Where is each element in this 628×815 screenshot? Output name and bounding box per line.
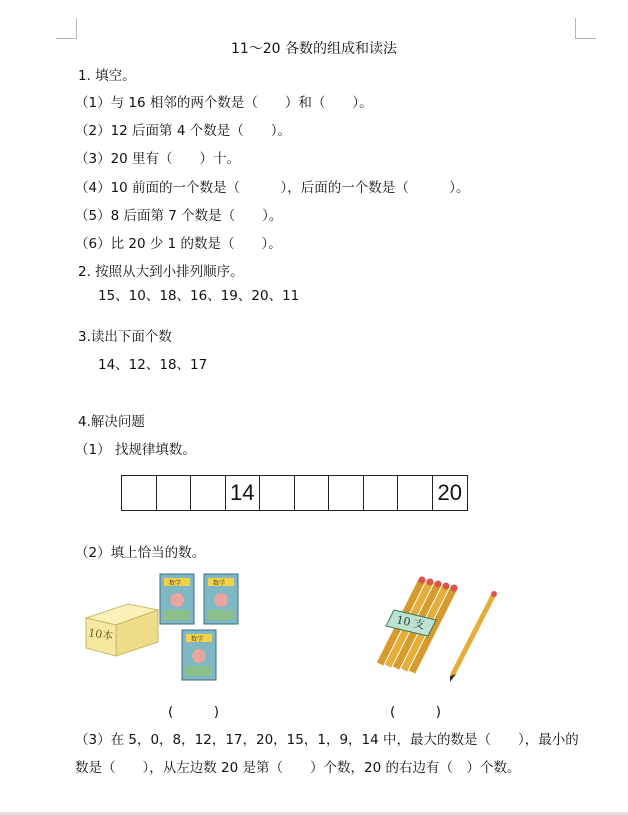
question-2: （2）填上恰当的数。 xyxy=(75,545,206,561)
section4-heading: 4.解决问题 xyxy=(78,414,145,430)
pencil-bundle-icon xyxy=(380,577,458,673)
answer-blank-pencils[interactable]: ( ) xyxy=(390,704,442,720)
question-3-line-2: 数是（ ），从左边数 20 是第（ ）个数，20 的右边有（ ）个数。 xyxy=(75,760,521,776)
pencil-icon xyxy=(450,591,497,682)
sequence-cell: 14 xyxy=(226,476,261,510)
order-numbers: 15、10、18、16、19、20、11 xyxy=(98,288,300,304)
fill-item-6: （6）比 20 少 1 的数是（ ）。 xyxy=(75,236,282,252)
answer-blank-books[interactable]: ( ) xyxy=(168,704,220,720)
sequence-cell[interactable] xyxy=(398,476,433,510)
section1-heading: 1. 填空。 xyxy=(78,68,136,84)
book-cover-label: 数学 xyxy=(191,636,204,643)
pencil-bundle-label: 10 支 xyxy=(395,613,426,632)
book-cover-label: 数学 xyxy=(169,580,182,587)
books-illustration xyxy=(80,570,250,685)
book-package-icon xyxy=(86,604,158,656)
fill-item-2: （2）12 后面第 4 个数是（ ）。 xyxy=(75,123,291,139)
sequence-cell[interactable] xyxy=(191,476,226,510)
fill-item-4: （4）10 前面的一个数是（ ），后面的一个数是（ ）。 xyxy=(75,180,470,196)
pencils-illustration xyxy=(370,572,510,682)
question-1: （1） 找规律填数。 xyxy=(75,442,196,458)
book-icon xyxy=(160,574,194,624)
sequence-cell[interactable] xyxy=(329,476,364,510)
question-3-line-1: （3）在 5，0，8，12，17，20，15，1，9，14 中，最大的数是（ ），最小的 xyxy=(75,732,579,748)
corner-mark-top-right xyxy=(575,18,596,39)
book-package-label: 10本 xyxy=(87,626,114,643)
page-title: 11～20 各数的组成和读法 xyxy=(230,41,398,57)
sequence-cell[interactable] xyxy=(122,476,157,510)
fill-item-3: （3）20 里有（ ）十。 xyxy=(75,151,241,167)
number-sequence-grid xyxy=(121,475,468,511)
sequence-cell[interactable] xyxy=(260,476,295,510)
book-icon xyxy=(204,574,238,624)
section3-heading: 3.读出下面个数 xyxy=(78,329,172,345)
book-cover-label: 数学 xyxy=(213,580,226,587)
book-icon xyxy=(182,630,216,680)
fill-item-1: （1）与 16 相邻的两个数是（ ）和（ ）。 xyxy=(75,95,373,111)
fill-item-5: （5）8 后面第 7 个数是（ ）。 xyxy=(75,208,283,224)
sequence-cell: 20 xyxy=(437,480,462,505)
read-numbers: 14、12、18、17 xyxy=(98,357,208,373)
section2-heading: 2. 按照从大到小排列顺序。 xyxy=(78,264,244,280)
sequence-cell[interactable] xyxy=(157,476,192,510)
corner-mark-top-left xyxy=(56,18,77,39)
sequence-cell[interactable] xyxy=(364,476,399,510)
sequence-cell[interactable] xyxy=(295,476,330,510)
